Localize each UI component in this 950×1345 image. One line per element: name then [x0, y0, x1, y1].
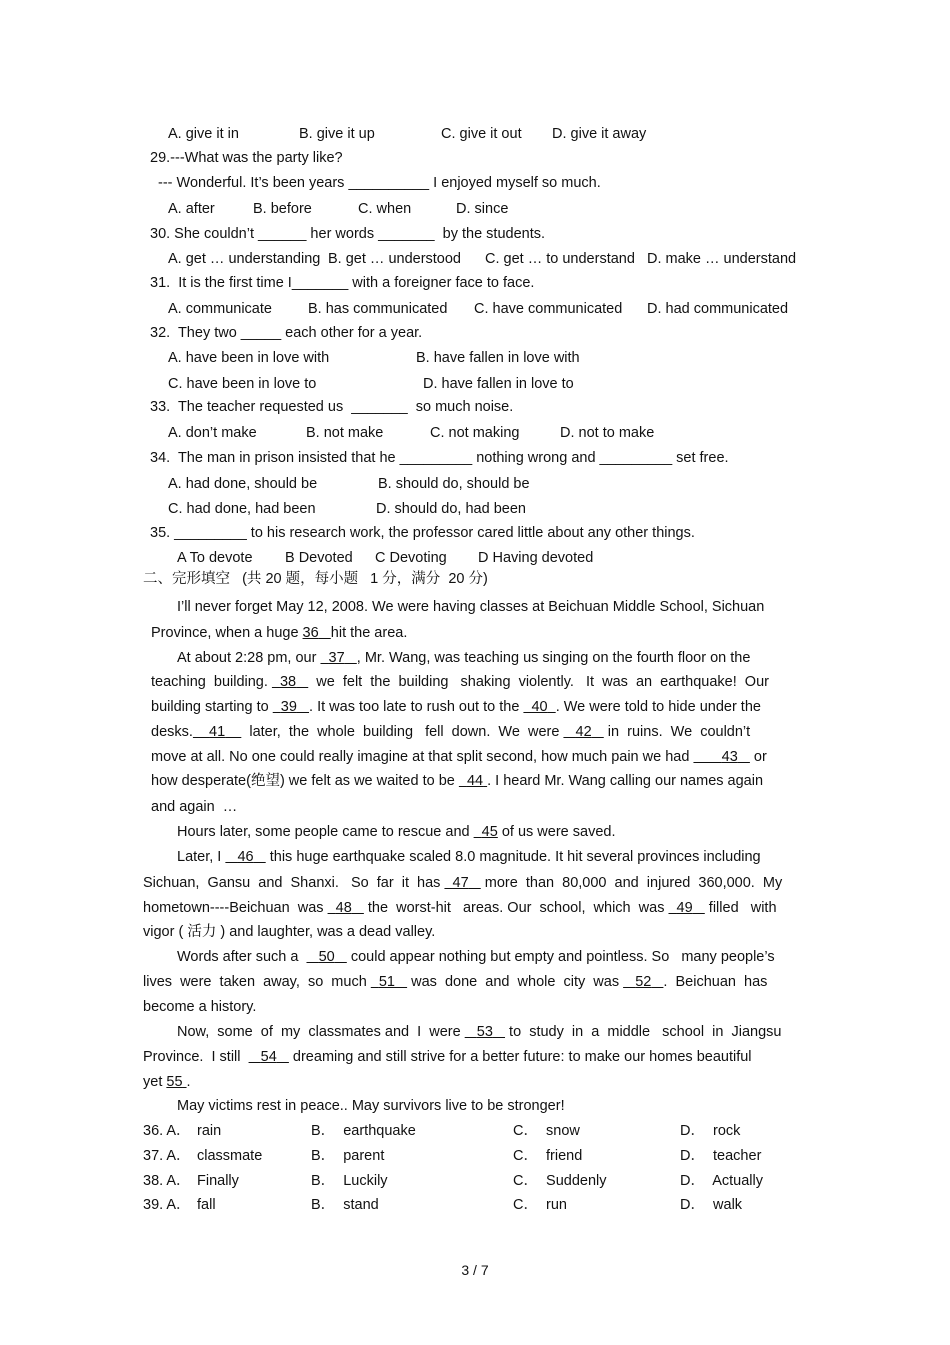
cloze-39-b: B． stand [311, 1197, 379, 1213]
q32-option-a: A. have been in love with [168, 350, 330, 366]
passage-line: and again … [151, 799, 238, 815]
q29-option-a: A. after [168, 201, 215, 217]
section-heading-cloze: 二、完形填空 (共 20 题，每小题 1 分，满分 20 分) [143, 571, 488, 587]
passage-line: Province, when a huge 36 hit the area. [151, 625, 408, 641]
blank-54: 54 [260, 1049, 277, 1065]
q32-option-b: B. have fallen in love with [416, 350, 580, 366]
blank-55: 55 [166, 1074, 183, 1090]
cloze-38-d: D． Actually [680, 1173, 763, 1189]
blank-50: 50 [318, 949, 335, 965]
q29-option-c: C. when [358, 201, 412, 217]
cloze-36-c: C． snow [513, 1123, 580, 1139]
cloze-37-num: 37. A． [143, 1148, 191, 1164]
q30-option-b: B. get … understood [328, 251, 461, 267]
blank-48: 48 [335, 900, 352, 916]
passage-line: At about 2:28 pm, our 37 , Mr. Wang, was teaching us singing on the fourth floor on the [177, 650, 751, 666]
cloze-39-num: 39. A． [143, 1197, 191, 1213]
q31-option-c: C. have communicated [474, 301, 623, 317]
blank-36: 36 [302, 625, 319, 641]
passage-line: building starting to 39 . It was too late to rush out to the 40 . We were told to hide under the [151, 699, 761, 715]
cloze-37-c: C． friend [513, 1148, 583, 1164]
cloze-39-d: D． walk [680, 1197, 743, 1213]
q29-option-b: B. before [253, 201, 312, 217]
q31-option-a: A. communicate [168, 301, 272, 317]
q34-option-c: C. had done, had been [168, 501, 316, 517]
q28-option-c: C. give it out [441, 126, 522, 142]
q34-stem: 34. The man in prison insisted that he _________ nothing wrong and _________ set free. [150, 450, 729, 466]
cloze-37-a: classmate [197, 1148, 263, 1164]
cloze-39-c: C． run [513, 1197, 567, 1213]
cloze-38-num: 38. A． [143, 1173, 191, 1189]
blank-43: 43 [721, 749, 738, 765]
q28-option-b: B. give it up [299, 126, 375, 142]
passage-line: how desperate(绝望) we felt as we waited to be 44 . I heard Mr. Wang calling our names again [151, 773, 764, 789]
blank-39: 39 [280, 699, 297, 715]
q34-option-b: B. should do, should be [378, 476, 530, 492]
q31-stem: 31. It is the first time I_______ with a foreigner face to face. [150, 275, 535, 291]
q29-stem: 29.---What was the party like? [150, 150, 343, 166]
passage-line: Later, I 46 this huge earthquake scaled 8.0 magnitude. It hit several provinces including [177, 849, 761, 865]
q28-option-d: D. give it away [552, 126, 647, 142]
cloze-39-a: fall [197, 1197, 216, 1213]
q35-stem: 35. _________ to his research work, the professor cared little about any other things. [150, 525, 695, 541]
q31-option-b: B. has communicated [308, 301, 448, 317]
q28-option-a: A. give it in [168, 126, 239, 142]
cloze-36-b: B． earthquake [311, 1123, 416, 1139]
passage-line: lives were taken away, so much 51 was done and whole city was 52 . Beichuan has [143, 974, 768, 990]
q29-option-d: D. since [456, 201, 509, 217]
blank-49: 49 [676, 900, 693, 916]
blank-40: 40 [531, 699, 548, 715]
q34-option-a: A. had done, should be [168, 476, 318, 492]
cloze-38-a: Finally [197, 1173, 239, 1189]
blank-41: 41 [209, 724, 226, 740]
passage-line: I’ll never forget May 12, 2008. We were having classes at Beichuan Middle School, Sichuan [177, 599, 765, 615]
q35-option-b: B Devoted [285, 550, 353, 566]
blank-37: 37 [328, 650, 345, 666]
passage-line: Sichuan, Gansu and Shanxi. So far it has 47 more than 80,000 and injured 360,000. My [143, 875, 783, 891]
passage-line: move at all. No one could really imagine at that split second, how much pain we had 43 or [151, 749, 767, 765]
q34-option-d: D. should do, had been [376, 501, 526, 517]
passage-line: desks. 41 later, the whole building fell down. We were 42 in ruins. We couldn’t [151, 724, 751, 740]
blank-53: 53 [476, 1024, 493, 1040]
passage-line: Hours later, some people came to rescue and 45 of us were saved. [177, 824, 616, 840]
blank-44: 44 [466, 773, 484, 789]
cloze-36-d: D． rock [680, 1123, 741, 1139]
q30-option-a: A. get … understanding [168, 251, 321, 267]
passage-line: Now, some of my classmates and I were 53 to study in a middle school in Jiangsu [177, 1024, 782, 1040]
passage-line: vigor ( 活力 ) and laughter, was a dead valley. [143, 924, 436, 940]
q33-option-b: B. not make [306, 425, 384, 441]
q33-option-d: D. not to make [560, 425, 655, 441]
passage-line: Words after such a 50 could appear nothing but empty and pointless. So many people’s [177, 949, 775, 965]
blank-46: 46 [237, 849, 254, 865]
passage-line: hometown----Beichuan was 48 the worst-hit areas. Our school, which was 49 filled with [143, 900, 777, 916]
q35-option-c: C Devoting [375, 550, 447, 566]
q33-stem: 33. The teacher requested us _______ so much noise. [150, 399, 514, 415]
q35-option-d: D Having devoted [478, 550, 594, 566]
cloze-37-b: B． parent [311, 1148, 385, 1164]
q30-stem: 30. She couldn’t ______ her words _______ by the students. [150, 226, 546, 242]
passage-line: become a history. [143, 999, 257, 1015]
cloze-36-a: rain [197, 1123, 222, 1139]
cloze-38-c: C． Suddenly [513, 1173, 607, 1189]
page-number: 3 / 7 [461, 1262, 489, 1278]
blank-51: 51 [378, 974, 395, 990]
q30-option-d: D. make … understand [647, 251, 797, 267]
q32-option-c: C. have been in love to [168, 376, 317, 392]
passage-line: May victims rest in peace.. May survivors live to be stronger! [177, 1098, 565, 1114]
cloze-37-d: D． teacher [680, 1148, 762, 1164]
passage-line: yet 55 . [143, 1074, 191, 1090]
q31-option-d: D. had communicated [647, 301, 789, 317]
q35-option-a: A To devote [177, 550, 253, 566]
q33-option-c: C. not making [430, 425, 520, 441]
q29-line2: --- Wonderful. It’s been years __________ I enjoyed myself so much. [158, 175, 601, 191]
blank-47: 47 [452, 875, 469, 891]
passage-line: teaching building. 38 we felt the building shaking violently. It was an earthquake! Our [151, 674, 769, 690]
blank-45: 45 [481, 824, 498, 840]
q32-option-d: D. have fallen in love to [423, 376, 574, 392]
cloze-38-b: B． Luckily [311, 1173, 388, 1189]
q32-stem: 32. They two _____ each other for a year. [150, 325, 423, 341]
cloze-36-num: 36. A． [143, 1123, 191, 1139]
blank-52: 52 [635, 974, 652, 990]
blank-38: 38 [279, 674, 297, 690]
q30-option-c: C. get … to understand [485, 251, 635, 267]
q33-option-a: A. don’t make [168, 425, 257, 441]
blank-42: 42 [575, 724, 592, 740]
passage-line: Province. I still 54 dreaming and still strive for a better future: to make our homes beautiful [143, 1049, 752, 1065]
